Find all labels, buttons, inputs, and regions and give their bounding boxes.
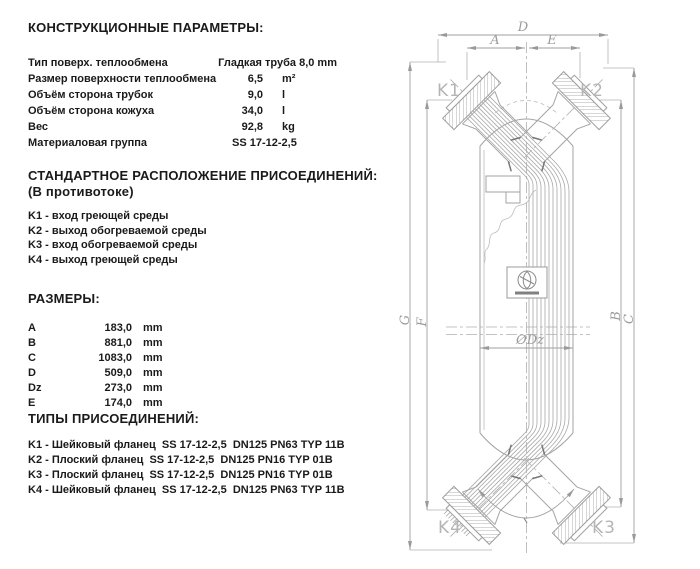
param-unit: l <box>282 89 286 101</box>
dim-label-dz: ØDz <box>516 333 544 348</box>
dim-value: 1083,0 <box>98 352 132 364</box>
param-label: Объём сторона трубок <box>28 89 153 101</box>
dim-label-d: D <box>517 20 529 35</box>
param-label: Тип поверх. теплообмена <box>28 57 168 69</box>
dim-label-g: G <box>398 314 413 326</box>
param-unit: l <box>282 105 286 117</box>
dim-unit: mm <box>143 352 163 364</box>
section-subtitle-counterflow: (В противотоке) <box>28 184 134 199</box>
list-item: K1 - вход греющей среды <box>28 210 169 222</box>
dim-label: B <box>28 337 36 349</box>
nozzle-k3 <box>501 435 627 561</box>
dim-label-f: F <box>415 317 430 327</box>
dim-label: E <box>28 397 36 409</box>
dim-label-b: B <box>609 311 624 321</box>
section-title-dimensions: РАЗМЕРЫ: <box>28 291 100 306</box>
connection-label-k4: K4 <box>438 518 462 538</box>
list-item: K2 - Плоский фланец SS 17-12-2,5 DN125 PN16 TYP 01B <box>28 454 333 466</box>
list-item: K4 - выход греющей среды <box>28 254 178 266</box>
dim-label: A <box>28 322 36 334</box>
list-item: K2 - выход обогреваемой среды <box>28 225 207 237</box>
connection-label-k1: K1 <box>437 81 461 101</box>
param-label: Объём сторона кожуха <box>28 105 155 117</box>
param-value: SS 17-12-2,5 <box>232 137 297 149</box>
dim-label-a: A <box>490 33 500 48</box>
dim-label-e: E <box>547 33 557 48</box>
list-item: K3 - вход обогреваемой среды <box>28 239 198 251</box>
dim-label-c: C <box>622 314 637 324</box>
dim-value: 183,0 <box>104 322 132 334</box>
support-bracket <box>486 176 520 203</box>
param-label: Вес <box>28 121 49 133</box>
dim-unit: mm <box>143 397 163 409</box>
section-title-construction: КОНСТРУКЦИОННЫЕ ПАРАМЕТРЫ: <box>28 20 264 35</box>
tube-bundle <box>444 86 569 536</box>
list-item: K3 - Плоский фланец SS 17-12-2,5 DN125 PN16 TYP 01B <box>28 469 333 481</box>
dim-unit: mm <box>143 367 163 379</box>
section-title-connections: СТАНДАРТНОЕ РАСПОЛОЖЕНИЕ ПРИСОЕДИНЕНИЙ: <box>28 168 378 183</box>
manufacturer-logo <box>507 267 547 298</box>
param-value: 6,5 <box>247 73 263 85</box>
param-value: 9,0 <box>247 89 263 101</box>
dim-label: C <box>28 352 36 364</box>
dim-label: D <box>28 367 36 379</box>
dim-value: 509,0 <box>104 367 132 379</box>
dim-label: Dz <box>28 382 42 394</box>
param-unit: m² <box>282 73 296 85</box>
param-label: Материаловая группа <box>28 137 147 149</box>
dim-unit: mm <box>143 337 163 349</box>
section-title-types: ТИПЫ ПРИСОЕДИНЕНИЙ: <box>28 411 200 426</box>
nozzle-k4 <box>426 435 552 561</box>
list-item: K1 - Шейковый фланец SS 17-12-2,5 DN125 PN63 TYP 11B <box>28 439 345 451</box>
dim-value: 174,0 <box>104 397 132 409</box>
param-value: 92,8 <box>241 121 263 133</box>
list-item: K4 - Шейковый фланец SS 17-12-2,5 DN125 PN63 TYP 11B <box>28 484 345 496</box>
connection-label-k2: K2 <box>580 81 604 101</box>
dim-unit: mm <box>143 322 163 334</box>
param-value: 34,0 <box>241 105 263 117</box>
connection-label-k3: K3 <box>592 518 616 538</box>
param-unit: kg <box>282 121 295 133</box>
dim-value: 881,0 <box>104 337 132 349</box>
break-line <box>484 190 536 263</box>
param-label: Размер поверхности теплообмена <box>28 73 217 85</box>
dim-value: 273,0 <box>104 382 132 394</box>
param-value: Гладкая труба 8,0 mm <box>218 57 337 69</box>
dim-unit: mm <box>143 382 163 394</box>
